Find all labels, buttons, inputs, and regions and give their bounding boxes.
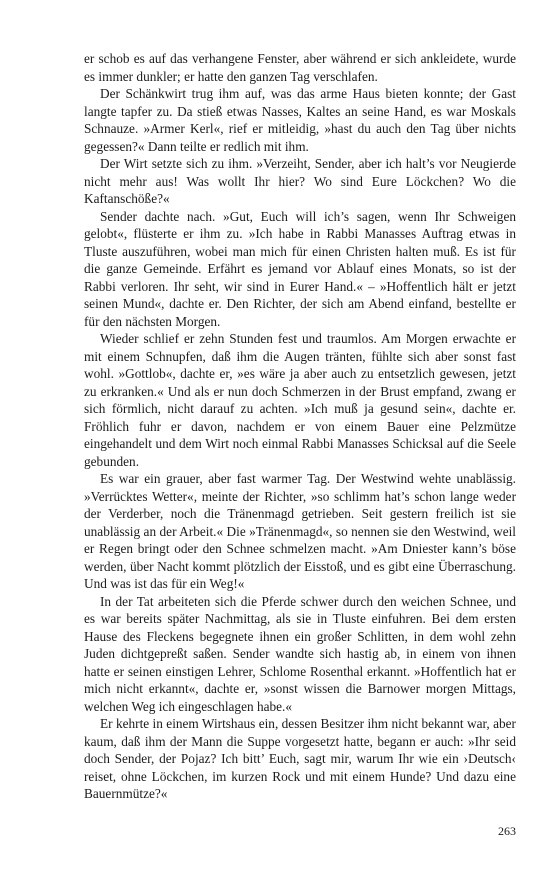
paragraph: Wieder schlief er zehn Stunden fest und traumlos. Am Morgen erwachte er mit einem Schnupfen, daß ihm die Augen tränten, fühlte sich aber sonst fast wohl. »Gottlob«, dachte er, »es wäre ja aber auch zu entsetzlich gewesen, jetzt zu erkranken.« Und als er nun doch Schmerzen in der Brust empfand, zwang er sich förmlich, nicht darauf zu achten. »Ich muß ja gesund sein«, dachte er. Fröhlich fuhr er davon, nachdem er von einem Bauer eine Pelzmütze eingehandelt und dem Wirt noch einmal Rabbi Manasses Schicksal auf die Seele gebunden. bbox=[84, 331, 516, 469]
paragraph: Es war ein grauer, aber fast warmer Tag. Der Westwind wehte unablässig. »Verrücktes Wetter«, meinte der Richter, »so schlimm hat’s schon lange weder der Verderber, noch die Tränenmagd getrieben. Seit gestern freilich ist sie unablässig an der Arbeit.« Die »Tränenmagd«, so nennen sie den Westwind, weil er Regen bringt oder den Schnee schmelzen macht. »Am Dniester kann’s böse werden, über Nacht kommt plötzlich der Eisstoß, und es gibt eine Überraschung. Und was ist das für ein Weg!« bbox=[84, 471, 516, 591]
paragraph: In der Tat arbeiteten sich die Pferde schwer durch den weichen Schnee, und es war bereits später Nachmittag, als sie in Tluste einfuhren. Bei dem ersten Hause des Fleckens begegnete ihnen ein großer Schlitten, in dem wohl zehn Juden dichtgepreßt saßen. Sender wandte sich hastig ab, in einem von ihnen hatte er seinen einstigen Lehrer, Schlome Rosenthal erkannt. »Hoffentlich hat er mich nicht erkannt«, dachte er, »sonst wissen die Barnower morgen Mittags, welchen Weg ich eingeschlagen habe.« bbox=[84, 593, 516, 714]
paragraph: Der Schänkwirt trug ihm auf, was das arme Haus bieten konnte; der Gast langte tapfer zu. Da stieß etwas Nasses, Kaltes an seine Hand, es war Moskals Schnauze. »Armer Kerl«, rief er mitleidig, »hast du auch den Tag über nichts gegessen?« Dann teilte er redlich mit ihm. bbox=[84, 86, 516, 154]
paragraph: Der Wirt setzte sich zu ihm. »Verzeiht, Sender, aber ich halt’s vor Neugierde nicht mehr aus! Was wollt Ihr hier? Wo sind Eure Löckchen? Wo die Kaftanschöße?« bbox=[84, 156, 516, 206]
page-number: 263 bbox=[498, 824, 516, 838]
paragraph-continued: er schob es auf das verhangene Fenster, aber während er sich ankleidete, wurde es immer dunkler; er hatte den ganzen Tag verschlafen. bbox=[84, 51, 516, 84]
paragraph: Sender dachte nach. »Gut, Euch will ich’s sagen, wenn Ihr Schweigen gelobt«, flüsterte er ihm zu. »Ich habe in Rabbi Manasses Auftrag etwas in Tluste auszuführen, wobei man mich für einen Christen halten muß. Es ist für die ganze Gemeinde. Erfährt es jemand vor Ablauf eines Monats, so ist der Rabbi verloren. Ihr seht, wir sind in Eurer Hand.« – »Hoffentlich hält er jetzt seinen Mund«, dachte er. Den Richter, der sich am Abend einfand, bestellte er für den nächsten Morgen. bbox=[84, 208, 516, 329]
book-page-text bbox=[84, 50, 516, 803]
paragraph: Er kehrte in einem Wirtshaus ein, dessen Besitzer ihm nicht bekannt war, aber kaum, daß ihm der Mann die Suppe vorgesetzt hatte, begann er auch: »Ihr seid doch Sender, der Pojaz? Ich bitt’ Euch, sagt mir, warum Ihr wie ein ›Deutsch‹ reiset, ohne Löckchen, im kurzen Rock und mit einem Hunde? Und dazu eine Bauernmütze?« bbox=[84, 716, 516, 801]
